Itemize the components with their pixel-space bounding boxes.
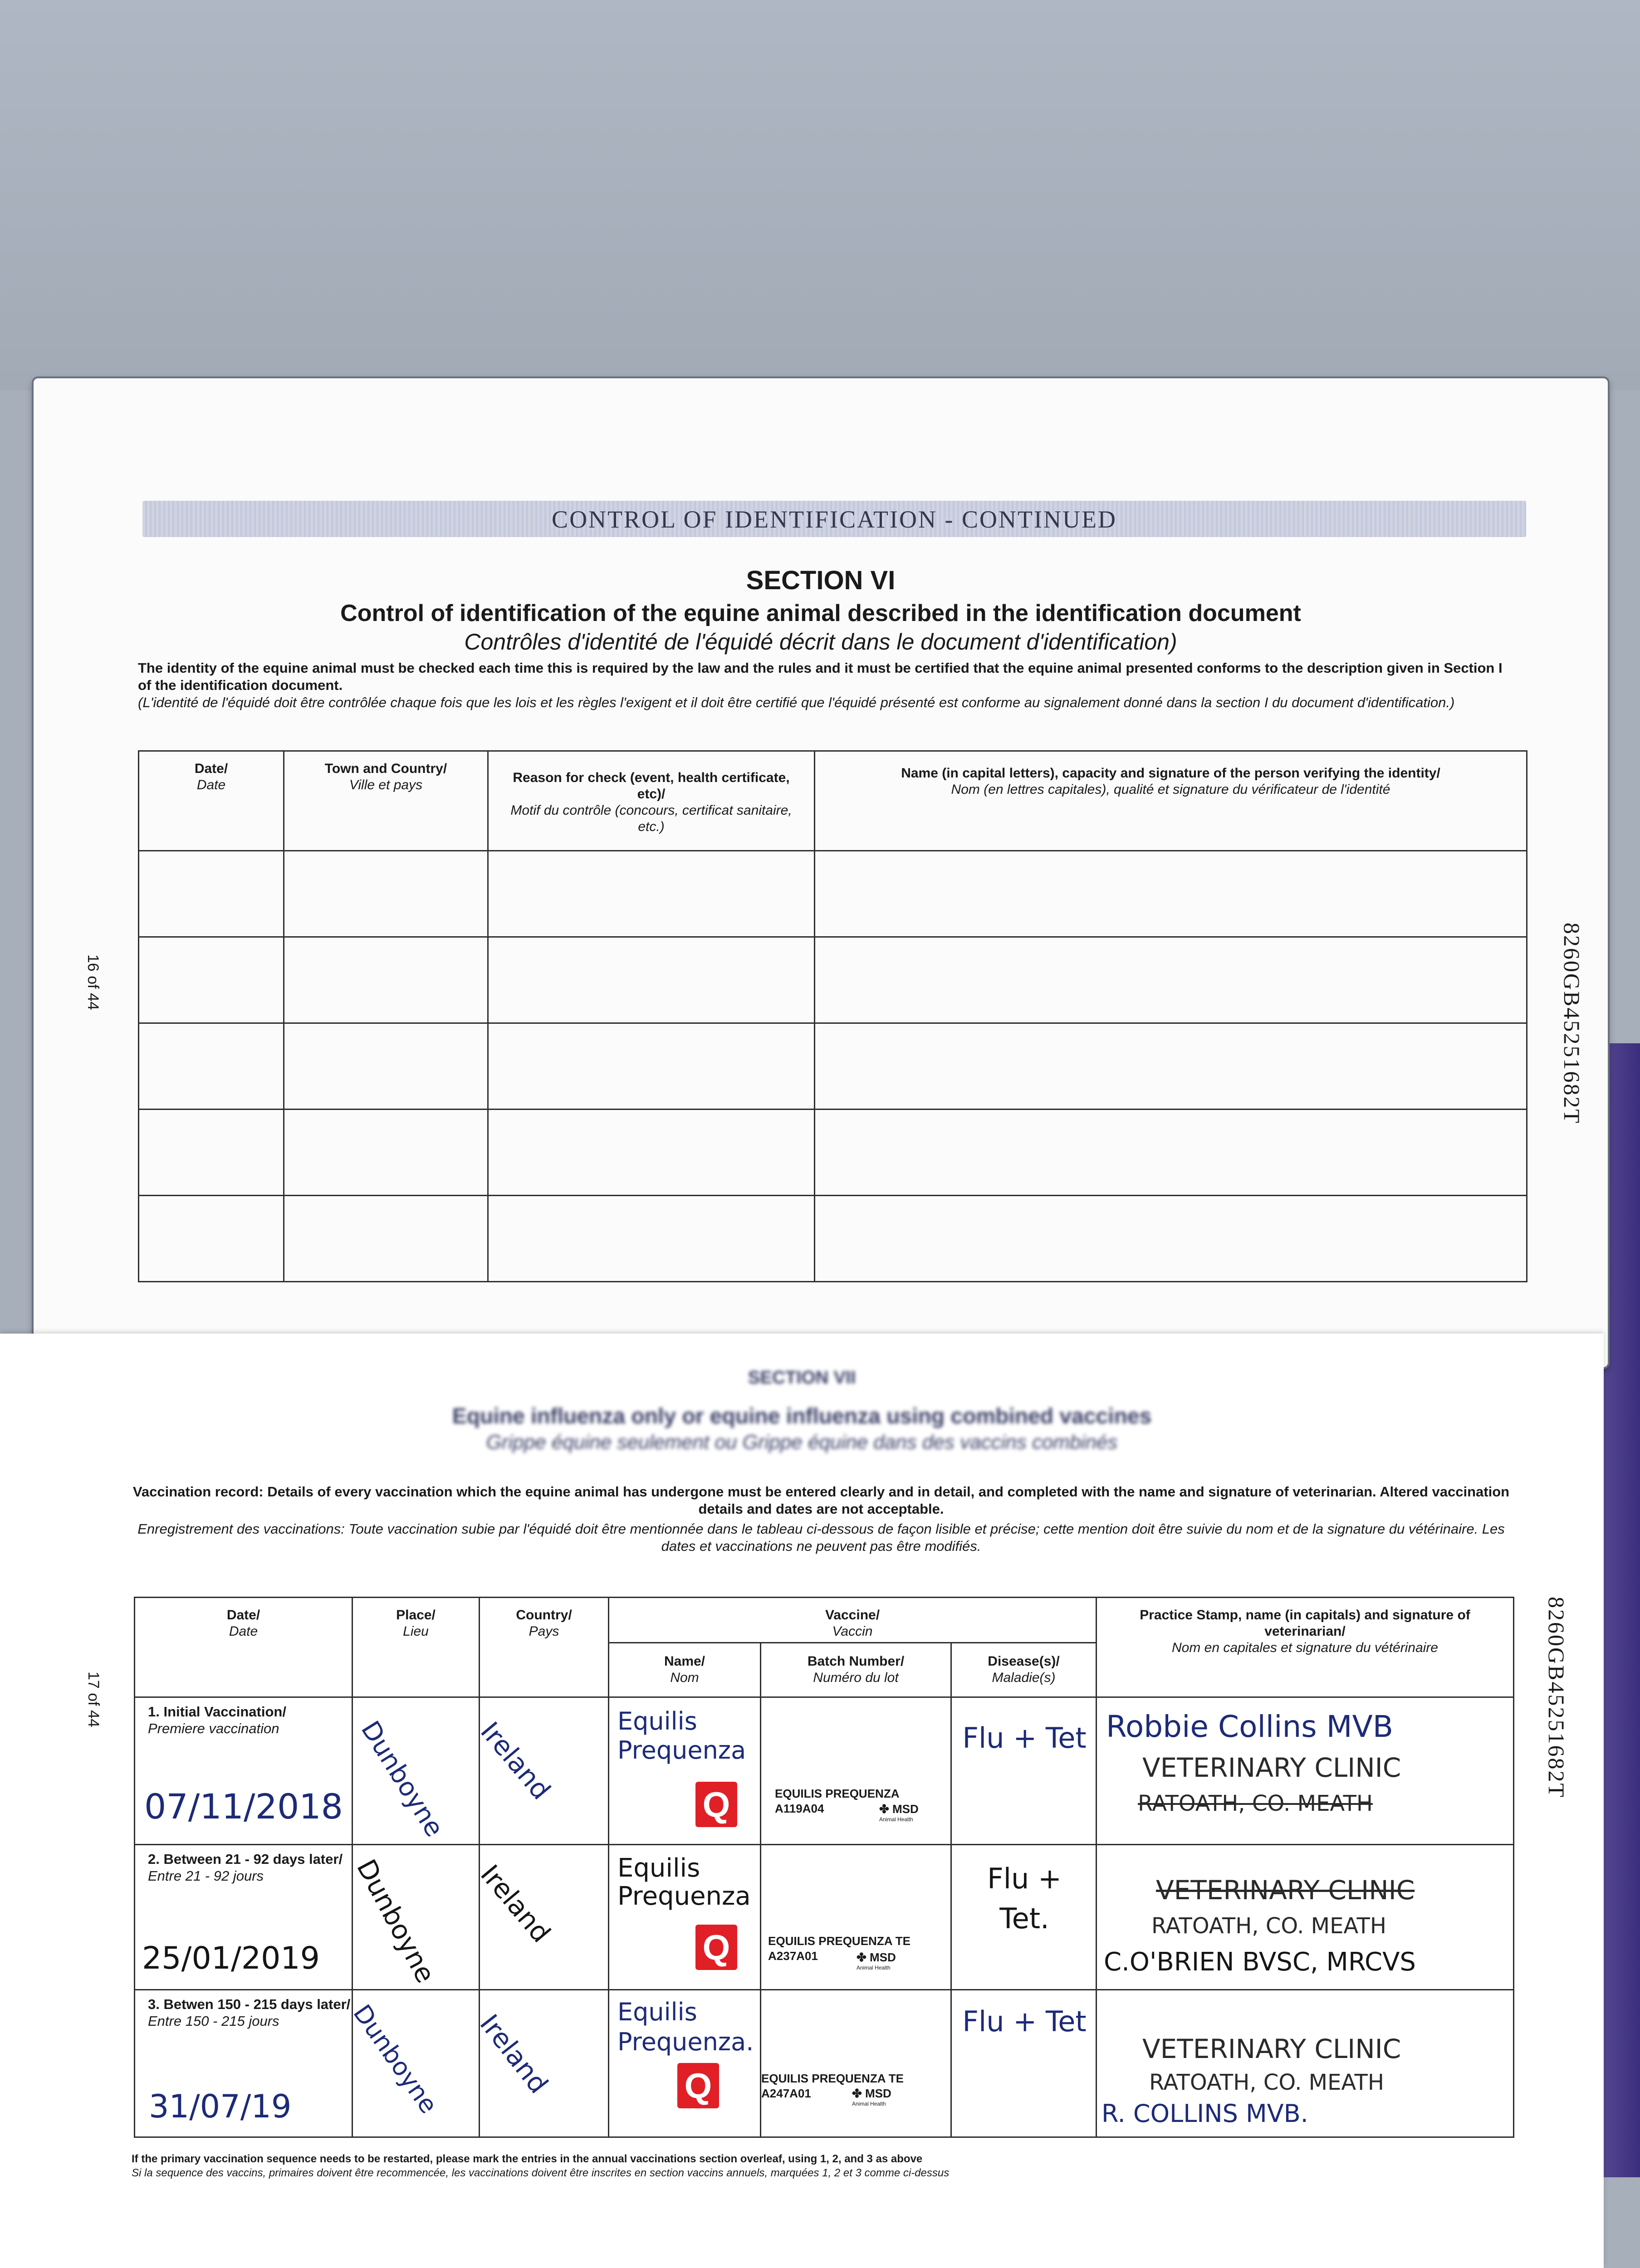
country-value: Ireland bbox=[474, 2009, 554, 2099]
date-cell[interactable] bbox=[135, 1990, 352, 2137]
table-cell[interactable] bbox=[815, 1196, 1527, 1282]
col-town-fr: Ville et pays bbox=[349, 777, 423, 792]
col-vaccine-name bbox=[609, 1643, 761, 1697]
col-town-en: Town and Country/ bbox=[324, 761, 447, 776]
msd-brand: MSD bbox=[865, 2087, 891, 2100]
intro-fr: (L'identité de l'équidé doit être contrôlée chaque fois que les lois et les règles l'exigent et il doit être certifié que l'équidé présenté est conforme au signalement donné dans la section I du document d'identification.) bbox=[138, 694, 1455, 710]
col-batch bbox=[761, 1643, 951, 1697]
country-cell[interactable] bbox=[474, 1990, 609, 2137]
batch-cell[interactable] bbox=[761, 1845, 951, 1990]
disease-cell[interactable] bbox=[951, 1697, 1097, 1845]
country-value: Ireland bbox=[474, 1716, 557, 1806]
col-batch-fr: Numéro du lot bbox=[813, 1670, 899, 1685]
msd-brand: MSD bbox=[892, 1802, 919, 1816]
col-reason bbox=[488, 751, 815, 851]
passport-id: 8260GB45251682T bbox=[1544, 1597, 1569, 1799]
passport-id: 8260GB45251682T bbox=[1559, 923, 1585, 1124]
table-row bbox=[139, 1023, 1527, 1110]
vaccine-name-cell[interactable] bbox=[609, 1845, 761, 1990]
table-row bbox=[139, 1196, 1527, 1282]
col-reason-fr: Motif du contrôle (concours, certificat sanitaire, etc.) bbox=[510, 803, 792, 834]
col-vaccine bbox=[609, 1598, 1097, 1643]
vaccine-name: Equilis Prequenza. bbox=[617, 1998, 754, 2056]
stamp-line1: VETERINARY CLINIC bbox=[1142, 1752, 1401, 1783]
vaccine-logo-icon: Q bbox=[695, 1925, 737, 1970]
page-16 bbox=[32, 376, 1610, 1369]
stamp-cell[interactable] bbox=[1097, 1990, 1514, 2137]
place-cell[interactable] bbox=[348, 1990, 480, 2137]
stamp-line2: RATOATH, CO. MEATH bbox=[1138, 1791, 1373, 1816]
vaccine-logo-icon: Q bbox=[677, 2063, 719, 2108]
table-cell[interactable] bbox=[284, 851, 488, 937]
col-vaccine-en: Vaccine/ bbox=[825, 1608, 880, 1623]
col-place bbox=[352, 1598, 480, 1697]
col-batch-en: Batch Number/ bbox=[807, 1654, 905, 1669]
vaccination-date: 31/07/19 bbox=[149, 2088, 292, 2125]
col-place-en: Place/ bbox=[396, 1608, 436, 1623]
sticker-name: EQUILIS PREQUENZA bbox=[775, 1787, 900, 1800]
batch-cell[interactable] bbox=[761, 1990, 951, 2137]
col-disease bbox=[951, 1643, 1097, 1697]
sticker-name: EQUILIS PREQUENZA TE bbox=[768, 1934, 911, 1948]
col-country-fr: Pays bbox=[529, 1624, 559, 1639]
row-label-fr: Premiere vaccination bbox=[148, 1721, 279, 1736]
place-cell[interactable] bbox=[352, 1845, 480, 1990]
table-cell[interactable] bbox=[284, 1110, 488, 1196]
table-cell[interactable] bbox=[139, 1110, 284, 1196]
disease-value: Flu + Tet bbox=[962, 2005, 1087, 2038]
disease-value: Flu + Tet bbox=[962, 1721, 1087, 1755]
msd-brand: MSD bbox=[870, 1950, 896, 1964]
page-number: 16 of 44 bbox=[84, 954, 102, 1010]
msd-icon: ✤ bbox=[857, 1950, 870, 1964]
date-cell[interactable] bbox=[135, 1697, 352, 1845]
col-verifier bbox=[815, 751, 1527, 851]
table-cell[interactable] bbox=[815, 1023, 1527, 1110]
table-cell[interactable] bbox=[139, 851, 284, 937]
stamp-line2: RATOATH, CO. MEATH bbox=[1149, 2070, 1384, 2095]
msd-sub: Animal Health bbox=[879, 1816, 913, 1823]
msd-sub: Animal Health bbox=[852, 2101, 886, 2107]
col-name-en: Name/ bbox=[664, 1654, 705, 1669]
page-number: 17 of 44 bbox=[85, 1672, 102, 1727]
col-date-fr: Date bbox=[196, 777, 226, 792]
col-reason-en: Reason for check (event, health certificate, etc)/ bbox=[513, 770, 790, 802]
row-label-fr: Entre 150 - 215 jours bbox=[148, 2013, 279, 2029]
table-cell[interactable] bbox=[488, 937, 815, 1023]
col-date-en: Date/ bbox=[194, 761, 228, 776]
table-row bbox=[139, 937, 1527, 1023]
vaccine-name: Equilis Prequenza bbox=[617, 1707, 746, 1765]
table-cell[interactable] bbox=[815, 851, 1527, 937]
table-cell[interactable] bbox=[139, 1023, 284, 1110]
stamp-line1: VETERINARY CLINIC bbox=[1156, 1875, 1415, 1906]
col-vaccine-fr: Vaccin bbox=[832, 1624, 873, 1639]
identification-check-table bbox=[138, 750, 1527, 1282]
row-label-en: 2. Between 21 - 92 days later/ bbox=[148, 1851, 343, 1867]
vaccine-name: Equilis Prequenza bbox=[617, 1853, 751, 1911]
col-stamp-en: Practice Stamp, name (in capitals) and signature of veterinarian/ bbox=[1140, 1608, 1470, 1639]
place-value: Dunboyne bbox=[348, 1999, 443, 2119]
col-disease-fr: Maladie(s) bbox=[992, 1670, 1056, 1685]
col-date bbox=[139, 751, 284, 851]
col-date-fr: Date bbox=[229, 1624, 258, 1639]
stamp-line2: RATOATH, CO. MEATH bbox=[1151, 1913, 1386, 1939]
row-label bbox=[135, 1698, 352, 1737]
row-label bbox=[135, 1990, 352, 2029]
msd-icon: ✤ bbox=[879, 1802, 893, 1816]
table-cell[interactable] bbox=[284, 1023, 488, 1110]
title-fr: Grippe équine seulement ou Grippe équine dans des vaccins combinés bbox=[486, 1431, 1118, 1453]
row-label-en: 1. Initial Vaccination/ bbox=[148, 1704, 286, 1720]
title-en: Equine influenza only or equine influenza using combined vaccines bbox=[452, 1404, 1152, 1428]
country-value: Ireland bbox=[474, 1859, 557, 1949]
intro-en: Vaccination record: Details of every vaccination which the equine animal has undergone must be entered clearly and in detail, and completed with the name and signature of veterinarian. Altered vaccination details and dates are not acceptable. bbox=[132, 1484, 1510, 1517]
sticker-batch: A237A01 bbox=[768, 1949, 818, 1963]
footnote-fr: Si la sequence des vaccins, primaires doivent être recommencée, les vaccinations doivent être inscrites en section vaccins annuels, marquées 1, 2 et 3 comme ci-dessus bbox=[132, 2167, 950, 2179]
stamp-cell[interactable] bbox=[1097, 1845, 1514, 1990]
table-cell[interactable] bbox=[284, 1196, 488, 1282]
col-place-fr: Lieu bbox=[403, 1624, 429, 1639]
col-verifier-en: Name (in capital letters), capacity and signature of the person verifying the identity/ bbox=[901, 766, 1440, 781]
row-label-fr: Entre 21 - 92 jours bbox=[148, 1868, 264, 1884]
disease-cell[interactable] bbox=[951, 1845, 1097, 1990]
table-row bbox=[139, 1110, 1527, 1196]
page-17 bbox=[0, 1334, 1604, 2268]
col-date-en: Date/ bbox=[226, 1608, 260, 1623]
date-cell[interactable] bbox=[135, 1845, 352, 1990]
vaccine-name-cell[interactable] bbox=[609, 1990, 761, 2137]
country-cell[interactable] bbox=[474, 1845, 609, 1990]
place-cell[interactable] bbox=[352, 1697, 480, 1845]
msd-logo bbox=[852, 2087, 891, 2107]
table-cell[interactable] bbox=[815, 1110, 1527, 1196]
footnote-en: If the primary vaccination sequence needs to be restarted, please mark the entries in the annual vaccinations section overleaf, using 1, 2, and 3 as above bbox=[132, 2153, 923, 2165]
vet-signature: C.O'BRIEN BVSC, MRCVS bbox=[1104, 1947, 1416, 1977]
col-disease-en: Disease(s)/ bbox=[988, 1654, 1060, 1669]
section-title: SECTION VII bbox=[748, 1368, 856, 1388]
place-value: Dunboyne bbox=[350, 1854, 441, 1988]
row-label bbox=[135, 1845, 352, 1884]
vaccination-table bbox=[134, 1597, 1514, 2138]
vaccine-name-cell[interactable] bbox=[609, 1697, 761, 1845]
table-cell[interactable] bbox=[815, 937, 1527, 1023]
sticker-batch: A119A04 bbox=[775, 1802, 824, 1815]
row-label-en: 3. Betwen 150 - 215 days later/ bbox=[148, 1996, 351, 2012]
table-cell[interactable] bbox=[488, 851, 815, 937]
col-country bbox=[480, 1598, 609, 1697]
vaccination-row bbox=[135, 1990, 1514, 2137]
section-title: SECTION VI bbox=[746, 566, 896, 595]
table-cell[interactable] bbox=[284, 937, 488, 1023]
disease-value: Flu + Tet. bbox=[987, 1862, 1062, 1935]
stamp-line1: VETERINARY CLINIC bbox=[1142, 2033, 1401, 2064]
msd-icon: ✤ bbox=[852, 2087, 866, 2100]
vaccine-logo-icon: Q bbox=[695, 1782, 737, 1827]
table-row bbox=[139, 851, 1527, 937]
table-cell[interactable] bbox=[139, 1196, 284, 1282]
col-date bbox=[135, 1598, 352, 1697]
disease-cell[interactable] bbox=[951, 1990, 1097, 2137]
stamp-cell[interactable] bbox=[1097, 1697, 1514, 1845]
msd-logo bbox=[879, 1802, 919, 1823]
place-value: Dunboyne bbox=[355, 1716, 450, 1842]
vaccination-row bbox=[135, 1697, 1514, 1845]
col-stamp-fr: Nom en capitales et signature du vétérinaire bbox=[1172, 1640, 1438, 1655]
title-en: Control of identification of the equine animal described in the identification document bbox=[340, 600, 1301, 626]
msd-sub: Animal Health bbox=[857, 1965, 891, 1971]
banner-text: CONTROL OF IDENTIFICATION - CONTINUED bbox=[552, 506, 1117, 533]
table-cell[interactable] bbox=[488, 1023, 815, 1110]
col-town bbox=[284, 751, 488, 851]
vaccination-date: 25/01/2019 bbox=[142, 1941, 320, 1976]
intro-fr: Enregistrement des vaccinations: Toute vaccination subie par l'équidé doit être mentionnée dans le tableau ci-dessous de façon lisible et précise; cette mention doit être suivie du nom et de la signature du vétérinaire. Les dates et vaccinations ne peuvent pas être modifiés. bbox=[137, 1521, 1505, 1554]
col-verifier-fr: Nom (en lettres capitales), qualité et signature du vérificateur de l'identité bbox=[951, 782, 1390, 797]
sticker-name: EQUILIS PREQUENZA TE bbox=[761, 2072, 904, 2085]
msd-logo bbox=[857, 1950, 896, 1971]
vaccination-row bbox=[135, 1845, 1514, 1990]
table-cell[interactable] bbox=[488, 1196, 815, 1282]
section-banner bbox=[142, 501, 1526, 537]
vaccination-date: 07/11/2018 bbox=[144, 1786, 343, 1827]
sticker-batch: A247A01 bbox=[761, 2087, 811, 2100]
country-cell[interactable] bbox=[474, 1697, 609, 1845]
col-country-en: Country/ bbox=[516, 1608, 572, 1623]
table-cell[interactable] bbox=[488, 1110, 815, 1196]
col-name-fr: Nom bbox=[670, 1670, 699, 1685]
batch-cell[interactable] bbox=[761, 1697, 951, 1845]
title-fr: Contrôles d'identité de l'équidé décrit dans le document d'identification) bbox=[464, 629, 1177, 655]
intro-en: The identity of the equine animal must be checked each time this is required by the law and the rules and it must be certified that the equine animal presented conforms to the description given in Section I of the identification document. bbox=[138, 660, 1503, 693]
scanner-background bbox=[0, 0, 1640, 390]
table-cell[interactable] bbox=[139, 937, 284, 1023]
col-stamp bbox=[1097, 1598, 1514, 1697]
vet-signature: R. COLLINS MVB. bbox=[1101, 2099, 1308, 2128]
vet-signature: Robbie Collins MVB bbox=[1106, 1709, 1394, 1744]
